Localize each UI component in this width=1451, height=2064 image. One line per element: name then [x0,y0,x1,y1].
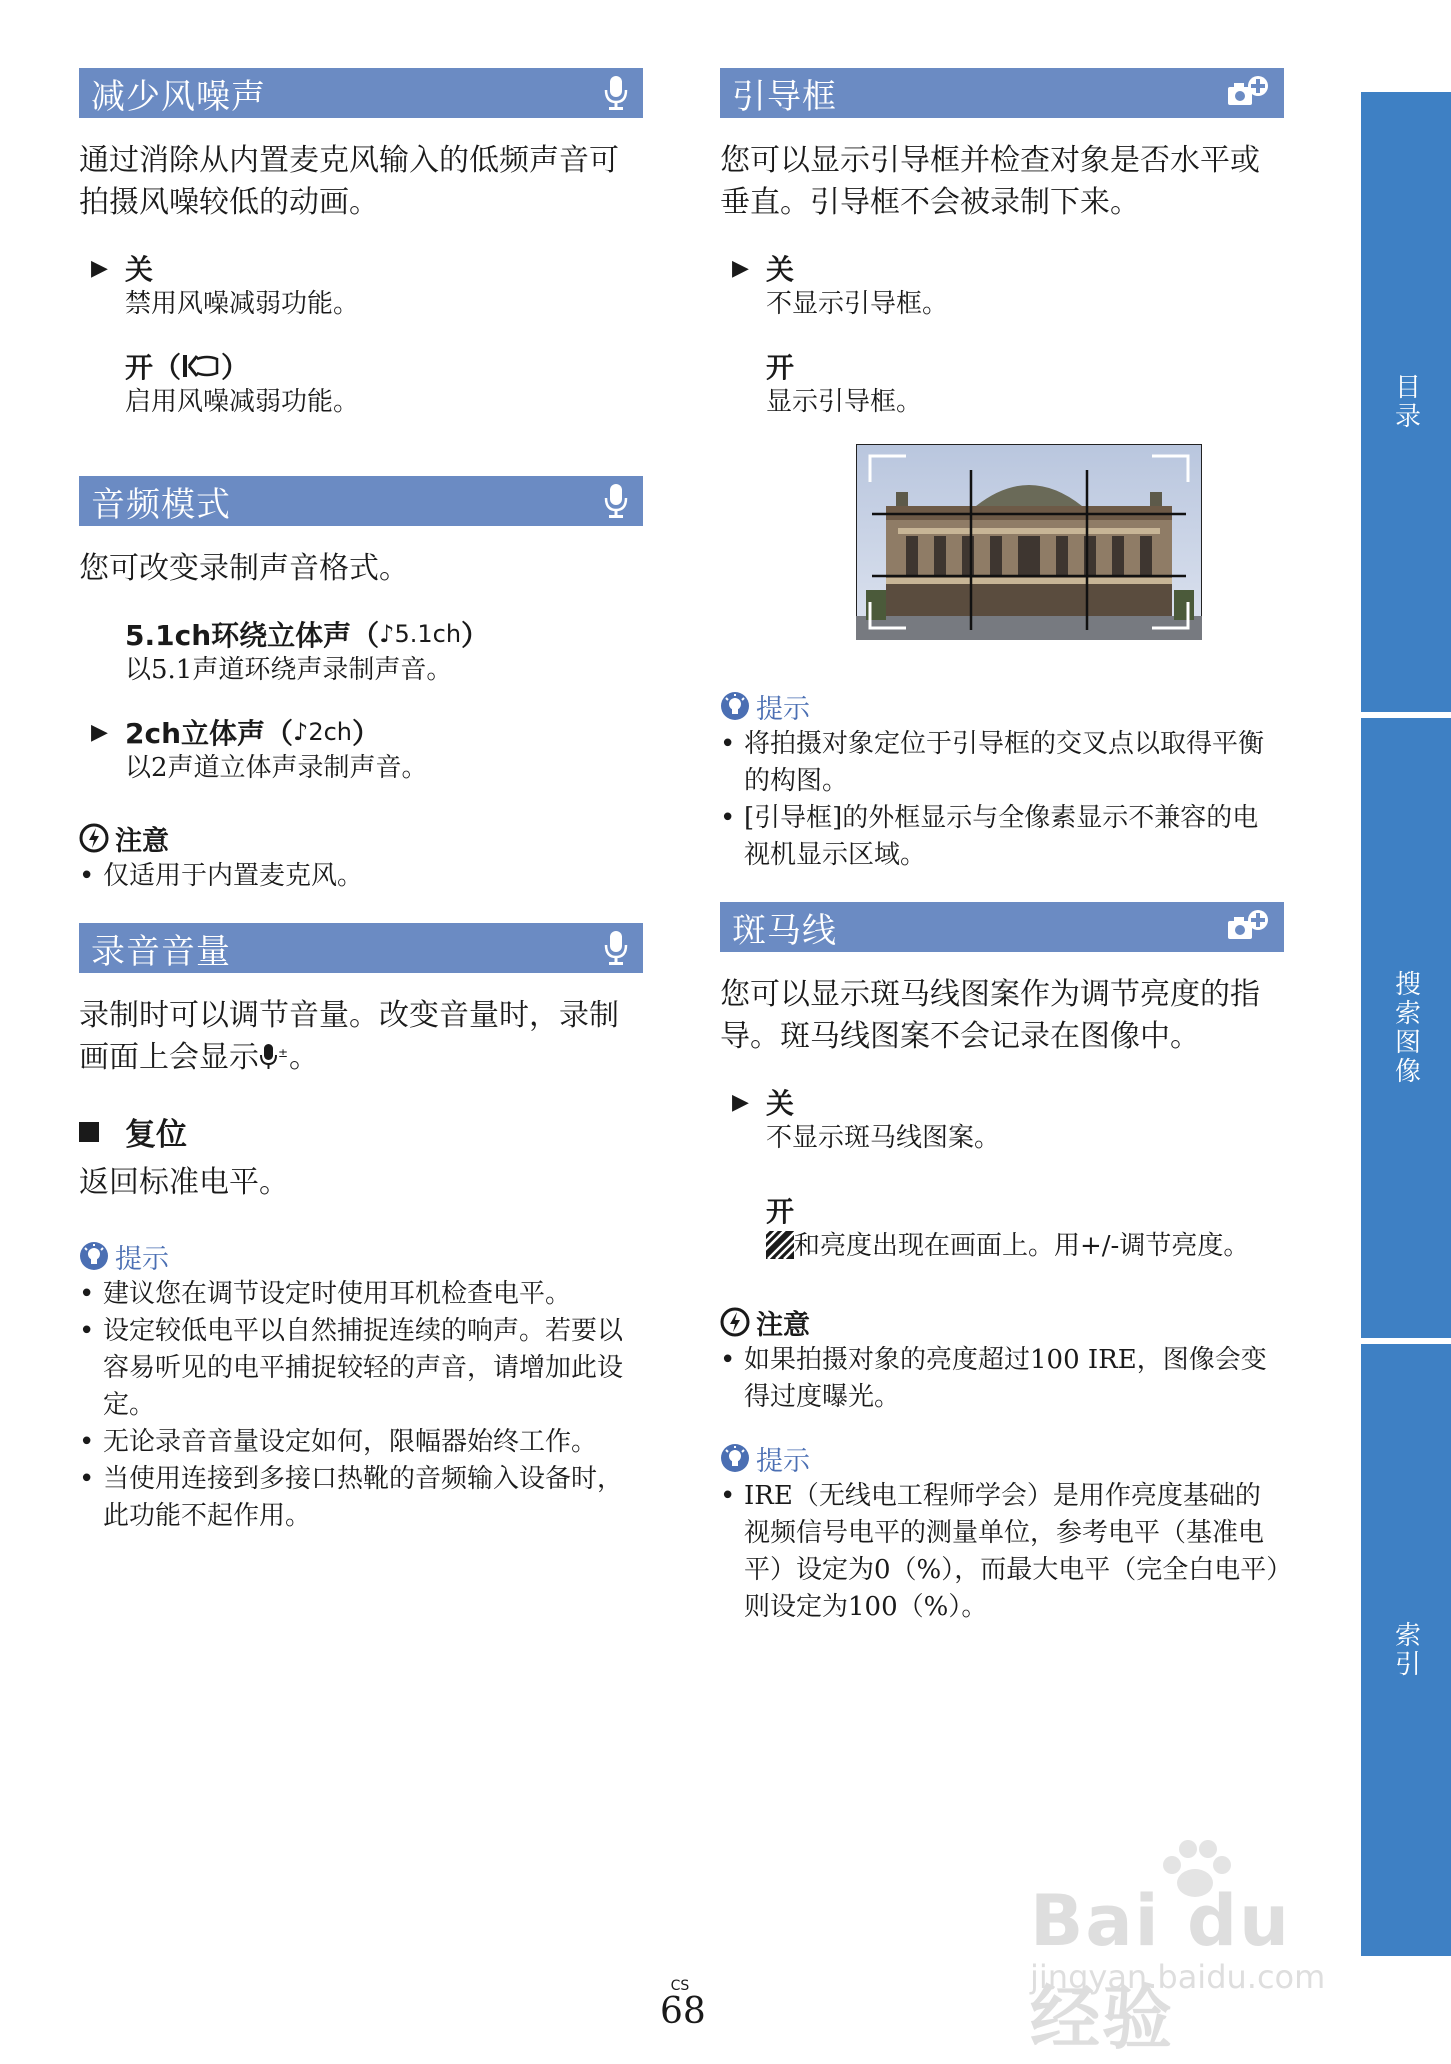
tip-label: 提示 [115,1243,169,1275]
option-label-end: ） [461,619,490,652]
list-item: • 无论录音音量设定如何，限幅器始终工作。 [79,1424,643,1461]
list-item: • [引导框]的外框显示与全像素显示不兼容的电视机显示区域。 [720,800,1284,874]
music-note-icon: ♪ [379,620,395,648]
option-desc [766,1228,1284,1264]
reset-label: 复位 [125,1117,187,1153]
wind-noise-title: 减少风噪声 [91,76,266,117]
option-label: 开（ [125,351,182,384]
svg-text:±: ± [278,1046,289,1060]
audio-mode-intro: 您可改变录制声音格式。 [79,551,409,586]
tab-index[interactable] [1361,1344,1451,1956]
wind-noise-option-on [91,348,643,420]
zebra-note-heading [720,1304,1284,1340]
option-label: 关 [766,1087,795,1120]
volume-intro [79,995,643,1079]
list-item: • 设定较低电平以自然捕捉连续的响声。若要以容易听见的电平捕捉较轻的声音，请增加此设定。 [79,1313,643,1424]
option-desc: 以2声道立体声录制声音。 [125,753,428,783]
option-label: 关 [125,253,154,286]
watermark-brand: Bai du 经验 [1030,1880,1291,2059]
left-column [79,68,643,1535]
note-label: 注意 [756,1309,810,1341]
audio-notes-list [79,858,643,895]
caution-icon [720,1307,750,1337]
option-label: 关 [766,253,795,286]
tab-search-images[interactable] [1361,718,1451,1338]
mic-level-icon [259,1043,289,1071]
option-desc: 不显示斑马线图案。 [766,1123,1001,1153]
language-code: CS [670,1978,690,1994]
zebra-on-desc-text: 和亮度出现在画面上。用+/-调节亮度。 [794,1231,1250,1261]
guide-option-off [732,250,1284,322]
tip-label: 提示 [756,693,810,725]
zebra-option-on [766,1192,1284,1264]
guide-tip-heading [720,688,1284,724]
intro-text: 录制时可以调节音量。改变音量时，录制画面上会显示 [79,998,619,1075]
page-number-value: 68 [660,1991,706,2032]
option-label-end: ） [352,717,381,750]
default-arrow-icon: ▶ [732,1089,749,1115]
volume-tip-heading [79,1238,643,1274]
option-desc: 禁用风噪减弱功能。 [125,289,360,319]
intro-text-end: 。 [289,1040,319,1075]
option-icon-text: 5.1ch [394,620,462,648]
guide-tips-list [720,726,1284,874]
lightbulb-tip-icon [720,1443,750,1473]
zebra-option-off [732,1084,1284,1156]
option-icon-text: 2ch [308,718,353,746]
zebra-tip-heading [720,1440,1284,1476]
default-arrow-icon: ▶ [91,255,108,281]
option-label: 2ch立体声（ [125,717,294,750]
reset-desc: 返回标准电平。 [79,1165,289,1200]
microphone-icon [603,483,629,519]
zebra-tips-list [720,1478,1284,1626]
audio-note-heading [79,820,643,856]
option-desc: 不显示引导框。 [766,289,949,319]
option-label: 开 [766,351,795,384]
option-desc: 启用风噪减弱功能。 [125,387,360,417]
square-bullet-icon [79,1122,99,1142]
default-arrow-icon: ▶ [732,255,749,281]
guide-frame-intro: 您可以显示引导框并检查对象是否水平或垂直。引导框不会被录制下来。 [720,143,1260,220]
volume-title: 录音音量 [91,931,231,972]
guide-option-on [732,348,1284,420]
list-item: • IRE（无线电工程师学会）是用作亮度基础的视频信号电平的测量单位，参考电平（基准电平）设定为0（%），而最大电平（完全白电平）则设定为100（%）。 [720,1478,1284,1626]
option-desc: 以5.1声道环绕声录制声音。 [125,655,453,685]
list-item: • 建议您在调节设定时使用耳机检查电平。 [79,1276,643,1313]
watermark-url: jingyan.baidu.com [1030,1958,1326,1996]
reset-heading [79,1109,643,1154]
wind-cut-icon [181,353,221,379]
zebra-notes-list [720,1342,1284,1416]
page-number [660,1978,706,2032]
baidu-watermark [1030,1845,1370,2059]
tab-index-label: 索引 [1390,1621,1421,1679]
list-item: • 当使用连接到多接口热靴的音频输入设备时，此功能不起作用。 [79,1461,643,1535]
list-item: • 将拍摄对象定位于引导框的交叉点以取得平衡的构图。 [720,726,1284,800]
zebra-header [720,902,1284,952]
guide-frame-example-image [856,444,1202,640]
option-label: 开 [766,1195,795,1228]
volume-tips-list [79,1276,643,1535]
tip-label: 提示 [756,1445,810,1477]
tab-toc[interactable] [1361,92,1451,712]
microphone-icon [603,930,629,966]
right-column [720,68,1284,1626]
caution-icon [79,823,109,853]
list-item: • 仅适用于内置麦克风。 [79,858,643,895]
zebra-intro: 您可以显示斑马线图案作为调节亮度的指导。斑马线图案不会记录在图像中。 [720,977,1260,1054]
tab-toc-label: 目录 [1390,373,1421,431]
default-arrow-icon: ▶ [91,719,108,745]
camera-settings-icon [1226,75,1270,111]
zebra-title: 斑马线 [732,910,837,951]
microphone-icon [603,75,629,111]
wind-noise-option-off [91,250,643,322]
lightbulb-tip-icon [79,1241,109,1271]
option-desc: 显示引导框。 [766,387,923,417]
option-label: 5.1ch环绕立体声（ [125,619,380,652]
camera-settings-icon [1226,909,1270,945]
audio-mode-title: 音频模式 [91,484,231,525]
note-label: 注意 [115,825,169,857]
wind-noise-intro: 通过消除从内置麦克风输入的低频声音可拍摄风噪较低的动画。 [79,143,619,220]
guide-frame-title: 引导框 [732,76,837,117]
audio-option-51ch [91,616,643,688]
music-note-icon: ♪ [293,718,309,746]
audio-option-2ch [91,714,643,786]
lightbulb-tip-icon [720,691,750,721]
list-item: • 如果拍摄对象的亮度超过100 IRE，图像会变得过度曝光。 [720,1342,1284,1416]
audio-mode-header [79,476,643,526]
tab-search-label: 搜索图像 [1390,970,1421,1086]
volume-header [79,923,643,973]
wind-noise-header [79,68,643,118]
zebra-pattern-icon [766,1231,794,1259]
option-label-end: ） [221,351,250,384]
guide-frame-header [720,68,1284,118]
